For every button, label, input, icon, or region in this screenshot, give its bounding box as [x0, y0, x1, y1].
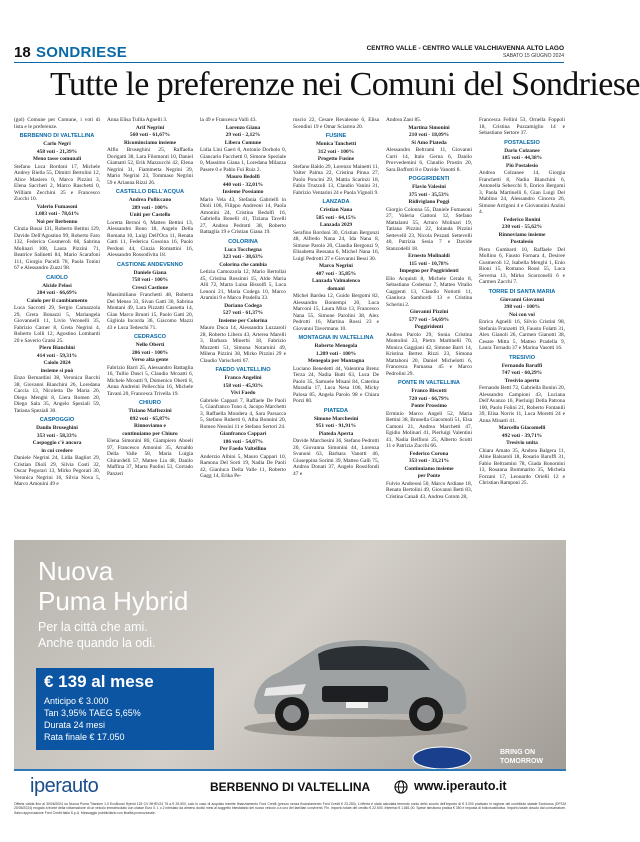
candidate-line: 353 voti - 58,33% — [36, 432, 78, 439]
candidate-line: Federico Corona — [409, 450, 449, 457]
candidate-line: Caiolo per il cambiamento — [26, 297, 88, 304]
municipality-heading: CAIOLO — [46, 274, 68, 281]
municipality-heading: CASPOGGIO — [39, 417, 75, 423]
candidate-line: 210 voti - 18,09% — [408, 132, 450, 138]
municipality-heading: MONTAGNA IN VALTELLINA — [298, 335, 374, 341]
page-number: 18 — [14, 44, 31, 61]
candidate-line: 186 voti - 54,07% — [222, 438, 264, 445]
paragraph: Chiara Amato 35, Andrea Balgera 11, Aline Balsaroli 18, Rosario Baruffi 31, Fabio Beltramini 78, Giada Bonomini 13, Rosanna Bommarito 35, Michela Forzani 17, Leonardo Orielli 12 e Christian Ramponi 25. — [479, 447, 565, 486]
paragraph: Mauro Duca 14, Alessandra Luzzaroli 28, Roberto Libera 43, Arterea Marelli 3, Barbara Minerbi 18, Fabrizio Muzzetti 51, Simona Notarnini 49, Milena Pizzini 38, Mirko Pizzini 29 e Claudio Varischetti 67. — [200, 325, 286, 364]
paragraph: Gabriele Cappari 7, Raffaele De Paoli 5, Gianfranco Tono 4, Jacopo Marchetti 3, Raffaella Mondera 4, Sara Parsacca 5, Stefano Ruberti 6, Alba Bonnini 20, Romeo Nessini 11 e Stefano Sertori 24. — [200, 397, 286, 430]
dealer-city: BERBENNO DI VALTELLINA — [210, 780, 371, 794]
paragraph: Mario Vela 43, Stefania Gabrielli in Dioli 106, Filippo Andreoni 14, Paola Amonini 24, Cristina Bedolfi 16, Gabriella Bonelli 41, Tiziana Tavelli 27, Andrea Pedrotti 38, Roberto Battaglia 19 e Cristian Giana 19. — [200, 196, 286, 235]
candidate-line: Noi con voi — [509, 311, 535, 318]
paragraph: Luciano Benedetti 44, Valentina Brenz Terza 24, Nadia Butti 63, Luca De Paolo 35, Samuele Misani 84, Caterina Muradia 17, Luca Nesa 106, Micky Palosa 85, Angela Parolo 98 e Chiara Porzi 80. — [293, 365, 379, 404]
paragraph: la 49 e Francesca Valli 43. — [200, 117, 257, 123]
candidate-line: Verso alta gente — [131, 357, 169, 363]
candidate-line: in cui credere — [41, 447, 73, 454]
text-column-6 — [479, 117, 565, 537]
municipality-heading: CASTIONE ANDEVENNO — [117, 261, 183, 268]
candidate-line: Luca Tocchegna — [224, 246, 262, 253]
text-column-3 — [200, 117, 286, 537]
municipality-heading: BERBENNO DI VALTELLINA — [19, 133, 95, 139]
candidate-line: 720 voti - 66,79% — [408, 395, 450, 402]
paragraph: Fernando Betti 72, Gabriella Bonini 20, Alessandro Campioni 43, Luciana Dell'Avanzo 16, Pierluigi Della Patrona 100, Paolo Folini 21, Roberto Fontanili 39, Elisa Norris 11, Luca Moretti 24 e Anna Minatti 41. — [479, 385, 565, 424]
candidate-line: Martina Simonini — [408, 124, 450, 131]
paragraph: Alessandro Beltrami 11, Giovanni Curti 14, Italo Gerna 6, Danilo Provvedemini 6, Claudio Prostin 20, Sara Boffotti 8 e Davide Vanotti 8. — [386, 147, 472, 173]
candidate-line: per Ponte — [417, 473, 441, 479]
ad-subtitle-line2: Anche quando la odi. — [38, 636, 156, 650]
ford-logo — [412, 746, 472, 770]
candidate-line: Roberto Menegola — [314, 343, 358, 349]
candidate-line: 289 voti - 100% — [131, 204, 169, 211]
paragraph: Lidia Lini Gaeri 0, Antonio Dorbolo 0, Giancarlo Facchetti 0, Simone Speziale 0, Massimo Giana 1, Loredana Milazza Pasere 0 e Pablo Fui Ruiz 2. — [200, 147, 286, 173]
paragraph: Enzo Bernardini 38, Veronica Bacchi 38, Giovanni Bianchini 26, Loredana Caccia 13, Nicoletta De Maria 26, Diego Menghi 8, Liera Romen 20, Diego Sala 35, Angelo Speziali 59, Tatiana Speziali 30. — [14, 375, 100, 414]
candidate-line: Insieme Possiamo — [222, 189, 264, 195]
candidate-line: 487 voti - 35,85% — [315, 270, 357, 277]
candidate-line: Piero Bianchini — [39, 345, 75, 351]
candidate-line: Cresci Castione — [132, 284, 168, 291]
paragraph: Loretta Bernoi 6, Matteo Bettini 13, Alessandro Bono 18, Angelo Della Romana 10, Luigi Dell'Oca 11, Renata Gatti 11, Federica Gosoina 16, Paolo Perdoni 44, Cinzia Romattini 16, Alessandro Rossodivita 18. — [107, 219, 193, 258]
candidate-line: 1.209 voti - 100% — [315, 350, 357, 357]
candidate-line: Nello Oberti — [135, 342, 165, 348]
candidate-line: Colorina che cambia — [219, 261, 267, 268]
municipality-heading: POSTALESIO — [504, 139, 540, 146]
municipality-heading: TORRE DI SANTA MARIA — [488, 288, 556, 295]
candidate-line: Giovanni Pizzini — [409, 309, 449, 315]
ad-subtitle-line1: Per la città che ami. — [38, 620, 148, 634]
paragraph: Andrea Parolo 29, Sonia Cristina Montolini 23, Pietro Martinelli 70, Monica Gaggiani 42, Simone Barri 14, Kristina Bertez Rizzi 23, Simona Mattaboni 20, Daniel Michelotti 6, Francesca Parnassa 45 e Marco Pedrolini 29. — [386, 331, 472, 377]
paragraph: Luca Saccotti 29, Sergio Carnazzola 29, Greta Bonazzi 5, Mariangela Giovannelli 11, Livio Veronelli 35, Fabrizio Carner 8, Greta Negrini 4, Roberto Lolli 12, Agostino Lombardi 20 e Saverio Gratsi 25. — [14, 305, 100, 344]
candidate-line: 398 voti - 100% — [503, 304, 541, 310]
candidate-line: 230 voti - 55,62% — [501, 224, 543, 230]
candidate-line: Meno tasse comunali — [32, 156, 82, 162]
candidate-line: Caspoggio c'è ancora — [32, 440, 82, 446]
candidate-line: Giovanni Giovanni — [500, 296, 544, 303]
candidate-line: Carlo Negri — [43, 141, 71, 147]
candidate-line: Tresivio unita — [506, 440, 538, 446]
car-image — [236, 610, 476, 740]
paragraph: Fabrizio Barri 25, Alessandro Battaglia 16, Tullio Dusci 5, Claudio Mcoatti 6, Michele Mcoatti 9, Domenico Oberti 8, Anna Andreini Pellecchia 16, Michele Tavani 20, Francesca Trivella 19. — [107, 364, 193, 397]
paragraph: Anna Elisa Tullia Agnelli 3. — [107, 117, 168, 123]
candidate-line: Monica Tanchetti — [315, 141, 357, 147]
candidate-line: Federico Bonini — [503, 216, 541, 223]
paragraph: Serafino Bordoni 30, Cristian Bergonzi 48, Alfredo Nana 24, Ida Nana 8, Simone Parolo 20, Claudia Bergonzi 9, Elisabetta Bessana 6, Michel Nana 16, Luigi Pedrotti 27 e Giovanni Bessi 30. — [293, 229, 379, 262]
candidate-line: 951 voti - 91,91% — [315, 423, 357, 429]
candidate-line: 527 voti - 61,37% — [222, 310, 264, 316]
candidate-line: insieme si può — [40, 367, 74, 374]
paragraph: Cinzia Busai 131, Roberto Bettini 129, Davide Dell'Agostino 99, Roberto Faro 132, Federica Gusmeroli 68, Sabrina Molinari 108, Laura Pizzini 71, Beatrice Salinetti 84, Mario Scarafoni 111, Giorgio Pacelli 78, Paola Tonini 67 e Alessandro Zuzzi 98. — [14, 226, 100, 271]
municipality-heading: FUSINE — [325, 133, 347, 139]
candidate-line: Lorenzo Giana — [225, 124, 261, 131]
dealer-logo: iperauto — [30, 775, 99, 797]
dealer-bar — [14, 769, 566, 802]
candidate-line: Dario Colzanee — [504, 147, 540, 154]
down-payment: Anticipo € 3.000 — [44, 696, 109, 706]
section-title: SONDRIESE — [36, 44, 128, 61]
candidate-line: Lanzada 2029 — [319, 222, 353, 228]
candidate-line: 560 voti - 61,67% — [129, 132, 171, 138]
candidate-line: Gianfranco Cappari — [219, 431, 267, 437]
candidate-line: 1.083 voti - 78,61% — [34, 211, 80, 217]
paragraph: Michel Bardea 12, Guido Bergomi 82, Alessandro Bontempi 20, Luca Marconi 15, Laura Mira 13, Francesco Nana 55, Simone Parolini 38, Alex Pedrotti 16, Martina Rossi 23 e Giovanni Tavermanu 10. — [293, 293, 379, 332]
candidate-line: Franco Angelini — [224, 375, 262, 381]
text-column-2 — [107, 117, 193, 537]
candidate-line: continuiamo per Chiuro — [122, 430, 178, 437]
candidate-line: Menegola per Montagna — [307, 358, 365, 364]
municipality-heading: CEDRASCO — [133, 334, 166, 340]
municipality-heading: FAEDO VALTELLINO — [215, 367, 271, 373]
candidate-line: Mauro Bedolfi — [226, 174, 260, 180]
paragraph: Daniele Negrini 24, Lidia Bagliot 29, Cristian Dioli 29, Silvia Costi 32, Oscar Pegorari 13, Mirko Pegorari 30, Veronica Negrini 16, Silvia Nova 5, Marco Amonini 49 e — [14, 455, 100, 487]
newspaper-name: CENTRO VALLE - CENTRO VALLE VALCHIAVENNA ALTO LAGO — [366, 45, 564, 52]
ad-title-line2: Puma Hybrid — [38, 586, 189, 616]
candidate-line: Progetto Fusine — [317, 156, 355, 162]
municipality-heading: CHIURO — [138, 400, 162, 406]
candidate-line: Ricominciamo insieme — [124, 139, 176, 146]
candidate-line: 158 voti - 45,93% — [222, 382, 264, 389]
candidate-line: Andrea Polliccano — [128, 197, 172, 203]
candidate-line: Doriano Codega — [224, 302, 262, 309]
candidate-line: Franco Biscotti — [411, 388, 447, 394]
paragraph: (gol) Comune per Comune, i voti di lista e le preferenze. — [14, 117, 100, 130]
candidate-line: 312 voti - 100% — [317, 148, 355, 155]
candidate-line: 375 voti - 35,53% — [408, 191, 450, 198]
paragraph: Letizia Camozzola 12, Mario Bertollai 45, Cristina Rossinni 15, Aldo Maria Alli 72, Marta Luisa Bissolfi 5, Luca Lenoni 21, Maria Codega 10, Marco Aramini 9 e Marco Pradella 33. — [200, 269, 286, 301]
candidate-line: Per Faedo Valtellino — [219, 446, 267, 452]
candidate-line: 29 voti - 2,12% — [225, 132, 261, 138]
candidate-line: Ridiviglano Poggi — [408, 199, 450, 205]
dealer-website[interactable]: www.iperauto.it — [414, 779, 507, 793]
paragraph: Andrea Zani 85. — [386, 117, 422, 123]
candidate-line: domani — [327, 285, 345, 292]
candidate-line: Lanzada Valmalenco — [311, 278, 361, 284]
paragraph: Fulvio Andreoni 50, Marco Ardiane 18, Renato Bertolini 49, Giovanni Betti 83, Cristina Canali 43, Andrea Cotom 28, — [386, 480, 472, 500]
text-column-4 — [293, 117, 379, 537]
municipality-heading: PONTE IN VALTELLINA — [398, 380, 460, 386]
candidate-line: Valerio Fumasoni — [36, 203, 78, 210]
paragraph: Davide Marchesini 36, Stefano Pedrotti 20, Giovanna Simonini 44, Lorenza Svanoni 63, Barbara Vanotti 46, Giuseppina Sorimi 39, Matteo Galli 75, Andrea Donati 37, Angelo Rossifondi 47 e — [293, 438, 379, 477]
municipality-heading: COLORINA — [228, 238, 258, 245]
price-box — [36, 668, 214, 750]
paragraph: Andrea Colzanee 14, Giorgia Franchetti 8, Nadia Bianchini 6, Antonella Sebecchi 9, Enrico Bergomi 3, Paola Martinelli 6, Gian Luigi Del Mablino 24, Alessandro Cincera 26, Simone Arrigoni 4 e Giovannini Anzini 4. — [479, 170, 565, 215]
municipality-heading: PIATEDA — [323, 407, 349, 414]
brand-tagline — [500, 748, 543, 766]
candidate-line: 440 voti - 32,01% — [222, 181, 264, 188]
globe-icon — [394, 780, 408, 794]
monthly-price: € 139 al mese — [44, 672, 154, 691]
text-column-5 — [386, 117, 472, 537]
interest-rate: Tan 3,95% TAEG 5,65% — [44, 708, 141, 718]
municipality-heading: LANZADA — [322, 199, 350, 205]
candidate-line: 414 voti - 59,31% — [36, 352, 78, 359]
candidate-line: 758 voti - 100% — [131, 277, 169, 283]
candidate-line: 284 voti - 66,69% — [36, 290, 78, 296]
candidate-line: Impegno per Poggiridenti — [399, 268, 459, 274]
tagline-line1: BRING ON — [500, 749, 535, 756]
candidate-line: Alcide Pelosi — [42, 282, 72, 289]
candidate-line: Daniele Giana — [133, 269, 167, 276]
candidate-line: 492 voti - 39,71% — [501, 432, 543, 439]
paragraph: Elio Acquisti 8, Michele Ceralo 8, Sebastiano Codemar 7, Matteo Vitalio Gaggenti 13, Claudio Notiotti 11, Gianluca Sambordi 13 e Cristina Scherini 2. — [386, 275, 472, 308]
paragraph: Erminio Marco Angeli 52, Maria Bettini 38, Brunella Giacomoli 51, Elsa Camoni 21, Andrea Marchetti 47, Egidio Molinari 41, Pierluigi Valentini 41, Nadia Belfioni 25, Alberto Scotti 11 e Patrizia Zucchi 66. — [386, 410, 472, 449]
candidate-line: Noi per Berbenno — [36, 218, 78, 225]
candidate-line: Simone Marchesini — [313, 415, 359, 422]
paragraph: Piero Gumbard 10, Raffaele Del Mollino 6, Fausto Fornara 4, Desiree Gusmeroli 12, Isabella Menghi 1, Enio Bioni 15, Romano Rossi 55, Luca Severna 13, Mirko Scarzonelli 6 e Carmen Zacchi 7. — [479, 246, 565, 285]
final-installment: Rata finale € 17.050 — [44, 732, 125, 742]
candidate-line: Rinnoviamo e — [134, 423, 166, 429]
candidate-line: Tiziano Maffezzini — [128, 408, 172, 414]
candidate-line: Vivi Faedo — [230, 390, 256, 396]
candidate-line: Poggiridenti — [414, 324, 444, 330]
candidate-line: Caiolo 2024 — [43, 360, 71, 366]
paragraph: Elena Simonini 86, Giampiero Aboeli 97, Francesco Amonini 35, Arnaldo Della Valle 58, Maria Luigia Ghirardelli 57, Matteo Lia 48, Danilo Maffina 37, Marta Paolini 53, Corrado Panzeri — [107, 438, 193, 477]
page-header — [14, 44, 564, 63]
candidate-line: Danilo Bruseghini — [36, 425, 78, 431]
candidate-line: 747 voti - 60,29% — [501, 370, 543, 376]
candidate-line: 323 voti - 38,63% — [222, 254, 264, 260]
issue-date: SABATO 15 GIUGNO 2024 — [503, 53, 564, 59]
candidate-line: Tresivio aperto — [504, 377, 540, 384]
candidate-line: Continuiamo insieme — [404, 465, 454, 472]
candidate-line: Ponte Prossimo — [411, 403, 447, 409]
paragraph: Alfio Bruseghini 25, Raffaella Dorigatti 38, Lara Filomonti 10, Daniel Giamatti 52, Erik Mazzucchi 42, Elena Negrini 31, Fiammetta Negrini 39, Mario Negrini 23, Tommaso Negrini 59 e Arianna Rizzi 26. — [107, 147, 193, 186]
municipality-heading: POGGIRIDENTI — [408, 176, 450, 182]
candidate-line: Libera Comune — [224, 139, 262, 146]
candidate-line: Piateda Aperta — [318, 430, 354, 437]
paragraph: Francesca Fellini 53, Ornella Foppoli 18, Cristina Puzzamiglio 14 e Sebastiano Sertore 37. — [479, 117, 565, 136]
text-column-1 — [14, 117, 100, 537]
candidate-line: Uniti per Castello — [129, 212, 171, 218]
paragraph: Giorgio Colonna 55, Daniele Fumasoni 27, Valeria Gattoni 12, Stefano Mattalami 55, Arturo Molinari 19, Tatiana Pizzini 22, Iolanda Pizzini Settevelli 23, Nicola Pezzati Settevelli 40, Patrizia Sesia 7 e Davide Stanzodelli 18. — [386, 206, 472, 252]
candidate-line: 892 voti - 65,87% — [129, 415, 171, 422]
loan-duration: Durata 24 mesi — [44, 720, 106, 730]
paragraph: ruscio 22, Cesare Revaleone 6, Elisa Scendini 19 e Omar Sciarrea 20. — [293, 117, 379, 130]
paragraph: Stefano Luca Bordoni 17, Michele Andrey Biella 55, Dimitri Bertolini 12, Alice Masiero 0, Marco Pizzini 3, Elena Saccheri 2, Marco Raschetti 0, William Zecchini 25 e Francesco Zucchi 10. — [14, 163, 100, 202]
candidate-line: Si Amo Piateda — [411, 139, 447, 146]
paragraph: Anderzio Albini 5, Mauro Cappari 10, Ramona Del Sorti 19, Nadia De Paoli 42, Gianluca Della Valle 11, Roberto Gagg 14, Erika Pe- — [200, 453, 286, 479]
candidate-line: Ernesto Molinaldi — [408, 253, 450, 259]
candidate-line: Fernando Baruffi — [501, 362, 543, 369]
candidate-line: 353 voti - 33,21% — [408, 458, 450, 464]
paragraph: Enrica Agnelli 16, Silvio Cristini 98, Stefania Franzetti 19, Fausto Folatti 31, Alex Gianoli 26, Carmen Gianotti 38, Cesare Mitta 5, Matteo Pradella 9, Laura Tornadu 37 e Marina Vasotti 16. — [479, 319, 565, 351]
municipality-heading: CASTELLO DELL'ACQUA — [115, 189, 185, 195]
candidate-line: 206 voti - 100% — [131, 349, 169, 356]
tagline-line2: TOMORROW — [500, 758, 544, 765]
candidate-line: Marco Negrini — [319, 263, 353, 269]
candidate-line: Arif Negrini — [135, 124, 165, 131]
candidate-line: Marcello Giacomelli — [498, 425, 546, 431]
candidate-line: 185 voti - 44,38% — [501, 155, 543, 161]
article-headline: Tutte le preferenze nei Comuni del Sondriese — [50, 66, 640, 103]
candidate-line: Rinnoviamo insieme — [498, 231, 546, 238]
candidate-line: 115 voti - 10,78% — [409, 260, 449, 267]
candidate-line: Cristian Nana — [319, 207, 353, 213]
candidate-line: Più Postalesio — [506, 162, 538, 169]
municipality-heading: TRESIVIO — [508, 354, 536, 361]
article-body — [14, 117, 566, 537]
candidate-line: 577 voti - 54,69% — [408, 316, 450, 323]
ford-puma-advertisement — [14, 540, 566, 800]
candidate-line: Insieme per Colorina — [218, 317, 268, 324]
paragraph: Massimiliano Franchetti 48, Roberta Del Menso 33, Sivan Gatti 30, Sabrina Montani 49, Lara Pizzatti Cassetta 14, Gian Marco Brunti 15, Paolo Gatti 20, Gigliola Incorda 36, Giacomo Mazzi 43 e Luca Tedeschi 71. — [107, 292, 193, 331]
candidate-line: Postalesio — [510, 239, 534, 245]
candidate-line: Flavio Valesini — [412, 184, 446, 190]
candidate-line: 458 voti - 21,39% — [36, 148, 78, 155]
paragraph: Stefano Baldo 29, Lorenzo Mainetti 11, Valter Palma 22, Cristina Pinna 27, Paolo Poncini 29, Mattia Scarinzi 18, Fabio Truzzoli 13, Claudio Vanini 31, Fabrizio Ventarini 24 e Paola Vignoli 9. — [293, 163, 379, 196]
candidate-line: 585 voti - 64,15% — [315, 214, 357, 221]
ad-title-line1: Nuova — [38, 556, 114, 586]
legal-disclaimer: Offerta valida fino al 30/06/2024 su Nuova Puma Titanium 1.0 EcoBoost Hybrid 125 CV MHEV24 75 a € 25.500, solo in caso di acquisto tramite finanziamento Ford Credit (prezzo senza finanziamento Ford Credit € 23.250). L'offerta è stata calcolata tenendo conto dello sconto dell'importo di € 3.000 praticato in ragione del contributo statale Ecobonus (DPCM 20/05/2024) erogato a fronte della rottamazione di un veicolo immatricolato con classe Euro 0, 1 o 2 intestato da almeno dodici mesi al soggetto intestatario del nuovo veicolo o a uno dei familiari conviventi. Fin. Importo totale del credito € 22.500. Interessi € 1.881,00. Spese istruttoria pratica € 350 e imposta di bollo/sostitutiva. Importo totale dovuto dal consumatore. Salvo approvazione Ford Credit Italia S.p.A. Messaggio pubblicitario con finalità promozionale. — [14, 802, 566, 815]
